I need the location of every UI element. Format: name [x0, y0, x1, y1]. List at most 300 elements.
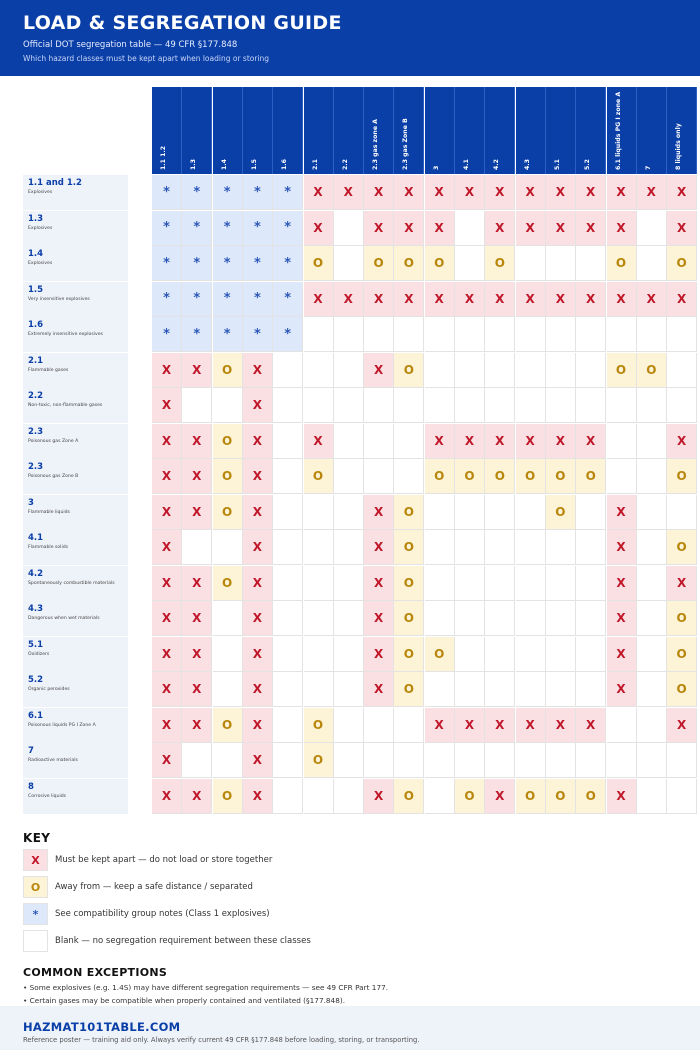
table-cell: * — [243, 211, 273, 246]
table-cell: O — [304, 708, 334, 743]
table-cell — [213, 601, 243, 636]
row-class-description: Explosives — [28, 190, 53, 195]
table-cell: O — [667, 530, 697, 565]
table-cell — [607, 743, 637, 778]
row-class-label: 1.3 — [28, 213, 44, 224]
row-class-description: Explosives — [28, 225, 53, 231]
table-cell — [455, 743, 485, 778]
table-cell: X — [546, 708, 576, 743]
column-header-label: 4.2 — [493, 159, 501, 170]
table-cell — [394, 424, 424, 459]
table-cell: X — [516, 175, 546, 210]
table-cell: X — [304, 211, 334, 246]
table-cell: O — [394, 637, 424, 672]
table-cell: X — [667, 708, 697, 743]
table-cell: X — [425, 708, 455, 743]
table-cell: X — [152, 353, 182, 388]
table-cell — [546, 246, 576, 281]
table-cell — [425, 566, 455, 601]
row-class-label: 4.2 — [28, 568, 44, 579]
key-item — [23, 876, 253, 898]
table-cell: X — [607, 530, 637, 565]
table-cell — [364, 388, 394, 423]
table-cell: X — [182, 601, 212, 636]
table-cell: O — [213, 424, 243, 459]
table-cell — [304, 779, 334, 814]
table-cell — [637, 672, 667, 707]
table-cell — [667, 317, 697, 352]
table-cell: * — [213, 317, 243, 352]
row-header — [23, 388, 128, 423]
row-header — [23, 353, 128, 388]
row-class-description: Oxidizers — [28, 651, 50, 657]
key-item — [23, 849, 272, 871]
table-cell: X — [243, 459, 273, 494]
table-cell — [637, 779, 667, 814]
table-cell — [637, 601, 667, 636]
row-class-description: Corrosive liquids — [28, 793, 67, 799]
table-cell: O — [607, 246, 637, 281]
table-cell — [455, 601, 485, 636]
table-cell — [667, 779, 697, 814]
table-cell — [334, 779, 364, 814]
table-cell: X — [576, 424, 606, 459]
key-symbol-box: X — [23, 849, 48, 871]
table-cell — [213, 637, 243, 672]
table-cell — [637, 459, 667, 494]
table-cell — [576, 495, 606, 530]
row-class-label: 6.1 — [28, 710, 44, 721]
table-cell: X — [152, 459, 182, 494]
table-cell — [576, 672, 606, 707]
table-cell — [485, 743, 515, 778]
table-cell — [637, 708, 667, 743]
key-item-text: See compatibility group notes (Class 1 explosives) — [55, 909, 270, 919]
table-cell: O — [485, 459, 515, 494]
table-cell: O — [667, 672, 697, 707]
column-header-label: 1.3 — [190, 159, 198, 170]
column-header — [667, 87, 697, 174]
table-cell — [364, 708, 394, 743]
key-item — [23, 903, 270, 925]
page-subtitle: Official DOT segregation table — 49 CFR §177.848 — [23, 40, 238, 50]
column-header-label: 1.6 — [281, 159, 289, 170]
table-cell: X — [152, 708, 182, 743]
table-cell — [546, 601, 576, 636]
table-cell — [364, 424, 394, 459]
table-cell: X — [364, 779, 394, 814]
table-cell — [304, 672, 334, 707]
table-cell: O — [304, 246, 334, 281]
column-header-label: 6.1 liquids PG I zone A — [614, 91, 622, 170]
table-cell: X — [364, 175, 394, 210]
table-cell: O — [425, 459, 455, 494]
table-cell: X — [607, 601, 637, 636]
table-cell — [455, 246, 485, 281]
table-cell — [485, 672, 515, 707]
table-cell: X — [667, 424, 697, 459]
key-symbol-box: O — [23, 876, 48, 898]
table-cell: O — [213, 779, 243, 814]
table-cell — [485, 388, 515, 423]
table-cell — [455, 211, 485, 246]
table-cell: X — [667, 175, 697, 210]
column-header-label: 2.3 gas Zone B — [402, 118, 410, 170]
table-cell: X — [425, 424, 455, 459]
page-footer — [0, 1006, 700, 1050]
table-cell — [334, 601, 364, 636]
table-cell: X — [334, 175, 364, 210]
table-cell — [273, 530, 303, 565]
row-class-description: Very insensitive explosives — [28, 296, 90, 302]
table-cell — [516, 743, 546, 778]
table-cell: * — [152, 211, 182, 246]
table-cell: * — [152, 317, 182, 352]
table-cell: X — [243, 495, 273, 530]
table-cell: X — [152, 424, 182, 459]
table-cell — [546, 353, 576, 388]
table-cell — [455, 353, 485, 388]
row-class-description: Flammable solids — [28, 545, 69, 550]
table-cell — [364, 317, 394, 352]
table-cell — [273, 495, 303, 530]
row-class-description: Non-toxic, non-flammable gases — [28, 403, 103, 408]
table-cell: O — [576, 779, 606, 814]
table-cell — [485, 317, 515, 352]
row-class-label: 2.1 — [28, 355, 44, 366]
column-header — [394, 87, 424, 174]
row-class-label: 5.2 — [28, 675, 44, 685]
table-cell — [576, 566, 606, 601]
table-cell: X — [546, 424, 576, 459]
table-cell: X — [607, 779, 637, 814]
table-cell — [273, 353, 303, 388]
table-cell — [485, 637, 515, 672]
column-header — [243, 87, 273, 174]
column-header — [607, 87, 637, 174]
table-cell — [334, 530, 364, 565]
table-cell: O — [304, 459, 334, 494]
table-cell: O — [213, 708, 243, 743]
table-cell: O — [455, 779, 485, 814]
table-cell: X — [182, 637, 212, 672]
table-cell — [273, 743, 303, 778]
row-class-description: Poisonous gas Zone B — [28, 474, 79, 479]
table-cell — [425, 672, 455, 707]
table-cell: O — [607, 353, 637, 388]
column-header-label: 8 liquids only — [675, 123, 683, 170]
row-class-description: Explosives — [28, 261, 53, 266]
table-cell: X — [637, 282, 667, 317]
table-cell — [364, 459, 394, 494]
table-cell — [637, 566, 667, 601]
table-cell: X — [152, 495, 182, 530]
table-cell: X — [334, 282, 364, 317]
table-cell: X — [182, 424, 212, 459]
table-cell: X — [425, 211, 455, 246]
table-cell: X — [364, 282, 394, 317]
table-cell — [304, 353, 334, 388]
table-cell: X — [425, 282, 455, 317]
table-cell: O — [516, 779, 546, 814]
table-cell: X — [516, 424, 546, 459]
table-cell — [304, 566, 334, 601]
table-cell: * — [213, 175, 243, 210]
table-cell — [334, 708, 364, 743]
table-cell — [273, 388, 303, 423]
table-cell: X — [607, 566, 637, 601]
row-class-description: Spontaneously combustible materials — [28, 580, 115, 586]
row-header — [23, 246, 128, 281]
column-header-label: 1.4 — [220, 159, 228, 170]
table-cell: X — [607, 211, 637, 246]
table-cell — [273, 459, 303, 494]
table-cell: X — [243, 708, 273, 743]
column-header — [516, 87, 546, 174]
table-cell — [485, 601, 515, 636]
table-cell — [546, 743, 576, 778]
table-cell: X — [455, 282, 485, 317]
table-cell: * — [152, 282, 182, 317]
table-cell — [425, 743, 455, 778]
table-cell — [334, 459, 364, 494]
row-class-label: 2.3 — [28, 426, 44, 437]
table-cell: X — [394, 175, 424, 210]
table-cell: X — [243, 672, 273, 707]
table-cell: X — [152, 779, 182, 814]
row-header — [23, 317, 128, 352]
table-cell: X — [607, 672, 637, 707]
table-cell: O — [546, 495, 576, 530]
table-cell — [516, 637, 546, 672]
table-cell: X — [485, 779, 515, 814]
table-cell: X — [243, 601, 273, 636]
table-cell — [394, 317, 424, 352]
table-cell: X — [394, 282, 424, 317]
table-cell — [516, 495, 546, 530]
row-class-description: Flammable gases — [28, 367, 69, 373]
table-cell — [576, 246, 606, 281]
table-cell: O — [425, 246, 455, 281]
table-cell: X — [243, 566, 273, 601]
table-cell — [213, 743, 243, 778]
table-cell: X — [607, 175, 637, 210]
table-cell — [394, 708, 424, 743]
table-cell: O — [394, 353, 424, 388]
table-cell — [425, 530, 455, 565]
table-cell: X — [364, 530, 394, 565]
column-header — [304, 87, 334, 174]
row-header — [23, 495, 128, 530]
table-cell: * — [213, 246, 243, 281]
table-cell: X — [637, 175, 667, 210]
row-header — [23, 743, 128, 778]
table-cell — [485, 530, 515, 565]
key-item-text: Must be kept apart — do not load or store together — [55, 855, 273, 865]
table-cell: * — [243, 282, 273, 317]
row-header — [23, 424, 128, 459]
footer-brand-link[interactable]: HAZMAT101TABLE.COM — [23, 1020, 181, 1034]
table-cell: * — [243, 175, 273, 210]
key-item-text: Away from — keep a safe distance / separated — [55, 882, 253, 892]
table-cell: X — [546, 175, 576, 210]
table-cell: X — [485, 175, 515, 210]
table-cell: X — [152, 566, 182, 601]
table-cell: * — [273, 246, 303, 281]
column-header-label: 5.2 — [584, 159, 592, 170]
table-cell: O — [213, 459, 243, 494]
table-cell — [607, 424, 637, 459]
column-header — [273, 87, 303, 174]
exception-item: • Some explosives (e.g. 1.4S) may have different segregation requirements — see 49 CFR Part 177. — [23, 983, 389, 992]
table-cell — [546, 530, 576, 565]
table-cell — [455, 388, 485, 423]
table-cell: O — [425, 637, 455, 672]
table-cell — [364, 743, 394, 778]
row-header — [23, 779, 128, 814]
table-cell: O — [394, 566, 424, 601]
table-cell: O — [576, 459, 606, 494]
table-cell: * — [273, 317, 303, 352]
table-cell: * — [182, 317, 212, 352]
table-cell: X — [304, 282, 334, 317]
table-cell — [667, 353, 697, 388]
table-cell: X — [182, 353, 212, 388]
row-class-label: 8 — [28, 781, 34, 792]
table-cell: O — [637, 353, 667, 388]
table-cell — [273, 424, 303, 459]
column-header-label: 2.1 — [311, 159, 319, 170]
column-header — [152, 87, 182, 174]
table-cell — [637, 424, 667, 459]
table-cell: X — [182, 708, 212, 743]
table-cell: X — [607, 282, 637, 317]
row-class-label: 1.6 — [28, 320, 44, 330]
table-cell — [576, 637, 606, 672]
table-cell: X — [576, 282, 606, 317]
table-cell: X — [485, 424, 515, 459]
table-cell — [667, 743, 697, 778]
table-cell — [576, 353, 606, 388]
table-cell — [273, 779, 303, 814]
table-cell: X — [182, 672, 212, 707]
column-header — [182, 87, 212, 174]
row-class-label: 7 — [28, 746, 34, 756]
table-cell: O — [667, 246, 697, 281]
table-cell: X — [364, 353, 394, 388]
table-cell: * — [243, 317, 273, 352]
row-header — [23, 211, 128, 246]
table-cell: X — [243, 779, 273, 814]
table-cell: X — [364, 637, 394, 672]
table-cell — [182, 530, 212, 565]
table-cell — [273, 708, 303, 743]
table-cell — [425, 388, 455, 423]
key-symbol-box — [23, 930, 48, 952]
table-cell: X — [243, 530, 273, 565]
table-cell — [334, 495, 364, 530]
table-cell — [273, 637, 303, 672]
row-class-label: 4.1 — [28, 533, 44, 543]
table-cell — [334, 388, 364, 423]
table-cell: O — [516, 459, 546, 494]
table-cell: X — [152, 743, 182, 778]
table-cell — [516, 601, 546, 636]
table-cell — [546, 637, 576, 672]
table-cell — [273, 672, 303, 707]
row-class-description: Poisonous gas Zone A — [28, 438, 79, 444]
table-cell: X — [243, 743, 273, 778]
table-cell: * — [273, 211, 303, 246]
table-cell — [455, 317, 485, 352]
table-cell — [637, 530, 667, 565]
table-cell: X — [243, 388, 273, 423]
table-cell: X — [243, 353, 273, 388]
row-class-label: 1.4 — [28, 249, 44, 259]
row-class-description: Radioactive materials — [28, 758, 78, 763]
row-class-label: 3 — [28, 497, 34, 508]
table-cell: X — [546, 211, 576, 246]
column-header — [546, 87, 576, 174]
table-cell: X — [667, 282, 697, 317]
column-header-label: 2.2 — [341, 159, 349, 170]
table-cell — [485, 353, 515, 388]
table-cell — [334, 246, 364, 281]
page-header — [0, 0, 700, 76]
table-cell: X — [243, 424, 273, 459]
table-cell: O — [667, 637, 697, 672]
table-cell — [516, 246, 546, 281]
table-cell: X — [364, 672, 394, 707]
row-class-label: 4.3 — [28, 604, 44, 614]
table-cell: * — [273, 282, 303, 317]
table-cell — [394, 459, 424, 494]
table-cell — [667, 495, 697, 530]
table-cell: X — [364, 601, 394, 636]
table-cell — [394, 388, 424, 423]
table-cell: X — [152, 530, 182, 565]
column-header-label: 5.1 — [553, 159, 561, 170]
table-cell: X — [182, 779, 212, 814]
table-cell — [516, 566, 546, 601]
row-header — [23, 459, 128, 494]
table-cell — [213, 388, 243, 423]
table-cell — [667, 388, 697, 423]
table-cell — [576, 530, 606, 565]
table-cell — [546, 317, 576, 352]
table-cell: X — [455, 175, 485, 210]
table-cell: O — [546, 459, 576, 494]
table-cell: X — [182, 459, 212, 494]
table-cell — [546, 566, 576, 601]
table-cell: X — [152, 388, 182, 423]
column-header-label: 4.1 — [463, 159, 470, 170]
table-cell — [516, 317, 546, 352]
table-cell: X — [243, 637, 273, 672]
column-header-label: 3 — [432, 165, 440, 170]
row-header — [23, 175, 128, 210]
row-header — [23, 637, 128, 672]
table-cell — [607, 388, 637, 423]
table-cell — [304, 637, 334, 672]
row-header — [23, 601, 128, 636]
table-cell: X — [364, 211, 394, 246]
row-class-label: 1.5 — [28, 284, 44, 295]
column-header — [334, 87, 364, 174]
table-cell — [213, 672, 243, 707]
key-item-text: Blank — no segregation requirement between these classes — [55, 936, 311, 946]
table-cell: X — [364, 495, 394, 530]
